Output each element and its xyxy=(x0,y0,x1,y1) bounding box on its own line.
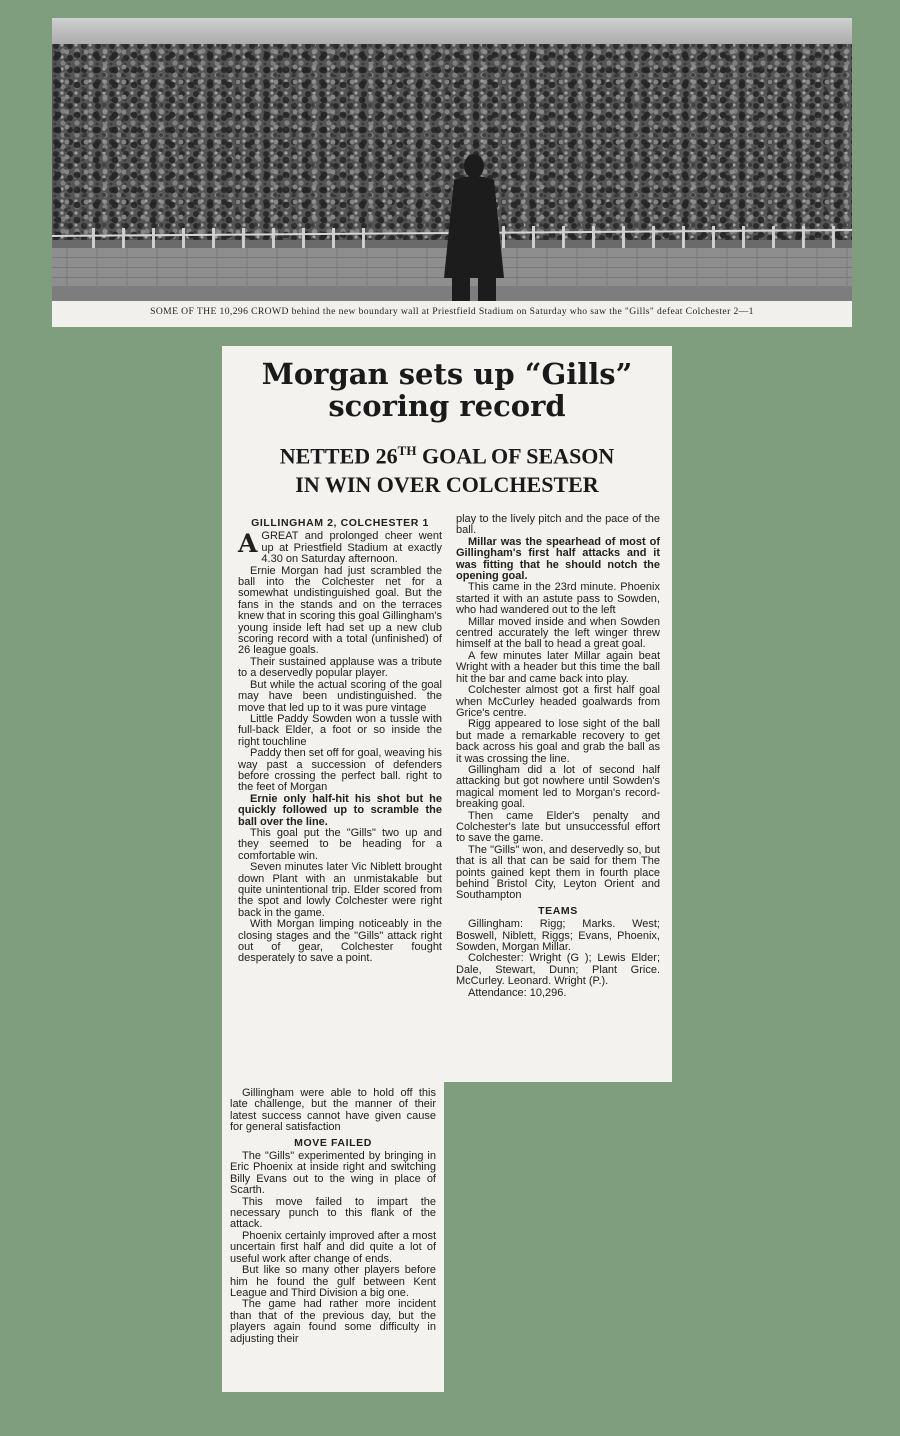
paragraph-text: GREAT and prolonged cheer went up at Priestfield Stadium at exactly 4.30 on Saturday afternoon. xyxy=(261,530,442,566)
paragraph xyxy=(230,1299,436,1345)
paragraph xyxy=(456,685,660,719)
subhead-superscript: TH xyxy=(397,443,417,458)
paragraph-text: Gillingham: Rigg; Marks. West; Boswell, Niblett, Riggs; Evans, Phoenix, Sowden, Morgan Millar. xyxy=(456,918,660,954)
headline-line-1: Morgan sets up “Gills” xyxy=(261,357,633,391)
article-column-2 xyxy=(456,514,660,999)
paragraph xyxy=(238,714,442,748)
column-1-continued-body xyxy=(230,1088,436,1134)
paragraph xyxy=(456,719,660,765)
paragraph xyxy=(238,566,442,657)
paragraph xyxy=(238,919,442,965)
paragraph-text: The game had rather more incident than that of the previous day, but the players again found some difficulty in adjusting their xyxy=(230,1298,436,1345)
paragraph xyxy=(238,748,442,794)
paragraph xyxy=(456,651,660,685)
paragraph xyxy=(456,919,660,953)
paragraph-text: Phoenix certainly improved after a most uncertain first half and did quite a lot of useful work after change of ends. xyxy=(230,1229,436,1265)
paragraph-text: Colchester: Wright (G ); Lewis Elder; Dale, Stewart, Dunn; Plant Grice. McCurley. Leonard. Wright (P.). xyxy=(456,952,660,988)
paragraph-text: With Morgan limping noticeably in the closing stages and the "Gills" attack right out of gear, Colchester fought desperately to save a point. xyxy=(238,918,442,965)
paragraph xyxy=(238,828,442,862)
article-column-1 xyxy=(238,518,442,965)
score-line: GILLINGHAM 2, COLCHESTER 1 xyxy=(251,517,429,529)
paragraph-text: Seven minutes later Vic Niblett brought down Plant with an unmistakable but quite unintentional trip. Elder scored from the spot and lowly Colchester were right back in the game. xyxy=(238,861,442,919)
paragraph xyxy=(456,953,660,987)
attendance: Attendance: 10,296. xyxy=(468,986,567,999)
subhead-line-1-pre: NETTED 26 xyxy=(279,443,398,469)
paragraph xyxy=(230,1265,436,1299)
column-1-body xyxy=(238,531,442,964)
paragraph xyxy=(230,1231,436,1265)
paragraph-text: play to the lively pitch and the pace of the ball. xyxy=(456,513,660,537)
teams-list xyxy=(456,919,660,987)
headline-line-2: scoring record xyxy=(328,389,566,423)
paragraph-text: Gillingham were able to hold off this late challenge, but the manner of their latest success cannot have given cause for general satisfaction xyxy=(230,1087,436,1134)
paragraph-text: Millar was the spearhead of most of Gillingham's first half attacks and it was fitting that he should notch the opening goal. xyxy=(456,535,660,583)
paragraph xyxy=(456,765,660,811)
paragraph xyxy=(456,845,660,902)
paragraph-text: But while the actual scoring of the goal may have been undistinguished. the move that led up to it was pure vintage xyxy=(238,678,442,714)
paragraph-text: This came in the 23rd minute. Phoenix started it with an astute pass to Sowden, who had wandered out to the left xyxy=(456,581,660,617)
paragraph-text: But like so many other players before him he found the gulf between Kent League and Third Division a big one. xyxy=(230,1264,436,1299)
paragraph-text: Colchester almost got a first half goal when McCurley headed goalwards from Grice's centre. xyxy=(456,684,660,719)
paragraph-text: Gillingham did a lot of second half attacking but got nowhere until Sowden's magical moment led to Morgan's record-breaking goal. xyxy=(456,763,660,811)
crowd-photo xyxy=(52,18,852,301)
move-failed-heading: MOVE FAILED xyxy=(294,1136,372,1149)
subheadline xyxy=(222,436,672,499)
column-2-body xyxy=(456,514,660,902)
move-failed-body xyxy=(230,1151,436,1345)
paragraph-text: The "Gills" experimented by bringing in Eric Phoenix at inside right and switching Billy Evans out to the wing in place of Scarth. xyxy=(230,1150,436,1197)
teams-heading: TEAMS xyxy=(538,904,578,917)
paragraph-text: This move failed to impart the necessary punch to this flank of the attack. xyxy=(230,1195,436,1231)
paragraph xyxy=(456,582,660,616)
paragraph xyxy=(230,1197,436,1231)
paragraph-text: Ernie only half-hit his shot but he quickly followed up to scramble the ball over the line. xyxy=(238,792,442,828)
paragraph xyxy=(456,811,660,845)
paragraph-text: Little Paddy Sowden won a tussle with full-back Elder, a foot or so inside the right touchline xyxy=(238,712,442,748)
paragraph xyxy=(230,1088,436,1134)
paragraph xyxy=(456,617,660,651)
paragraph-text: Then came Elder's penalty and Colchester's late but unsuccessful effort to save the game. xyxy=(456,809,660,845)
paragraph-text: Their sustained applause was a tribute to a deservedly popular player. xyxy=(238,655,442,680)
photo-caption: SOME OF THE 10,296 CROWD behind the new boundary wall at Priestfield Stadium on Saturday who saw the "Gills" defeat Colchester 2—1 xyxy=(150,306,754,317)
paragraph-text: A few minutes later Millar again beat Wright with a header but this time the ball hit the bar and came back into play. xyxy=(456,649,660,685)
article-column-1-continued xyxy=(230,1088,436,1345)
paragraph-text: The "Gills" won, and deservedly so, but that is all that can be said for them The points gained kept them in fourth place behind Bristol City, Leyton Orient and Southampton xyxy=(456,843,660,902)
paragraph-text: Paddy then set off for goal, weaving his way past a succession of defenders before crossing the perfect ball. right to the feet of Morgan xyxy=(238,747,442,794)
paragraph xyxy=(238,794,442,828)
article-clipping xyxy=(222,346,672,1082)
paragraph-text: Rigg appeared to lose sight of the ball but made a remarkable recovery to get back across his goal and grab the ball as it was crossing the line. xyxy=(456,718,660,765)
paragraph xyxy=(238,531,442,565)
paragraph xyxy=(238,862,442,919)
paragraph xyxy=(238,657,442,680)
subhead-line-2: IN WIN OVER COLCHESTER xyxy=(295,472,599,498)
paragraph-text: Ernie Morgan had just scrambled the ball into the Colchester net for a somewhat undistinguished goal. But the fans in the stands and on the terraces knew that in scoring this goal Gillingham's young inside left had set up a new club scoring record with a total (unfinished) of 26 league goals. xyxy=(238,564,442,657)
paragraph xyxy=(238,680,442,714)
paragraph-text: Millar moved inside and when Sowden centred accurately the left winger threw himself at the ball to head a great goal. xyxy=(456,615,660,651)
headline xyxy=(222,358,672,422)
paragraph-text: This goal put the "Gills" two up and they seemed to be heading for a comfortable win. xyxy=(238,826,442,862)
paragraph xyxy=(456,537,660,583)
crowd-photo-frame xyxy=(52,18,852,327)
paragraph xyxy=(456,514,660,537)
drop-cap: A xyxy=(238,529,258,559)
paragraph xyxy=(230,1151,436,1197)
subhead-line-1-post: GOAL OF SEASON xyxy=(416,443,615,469)
